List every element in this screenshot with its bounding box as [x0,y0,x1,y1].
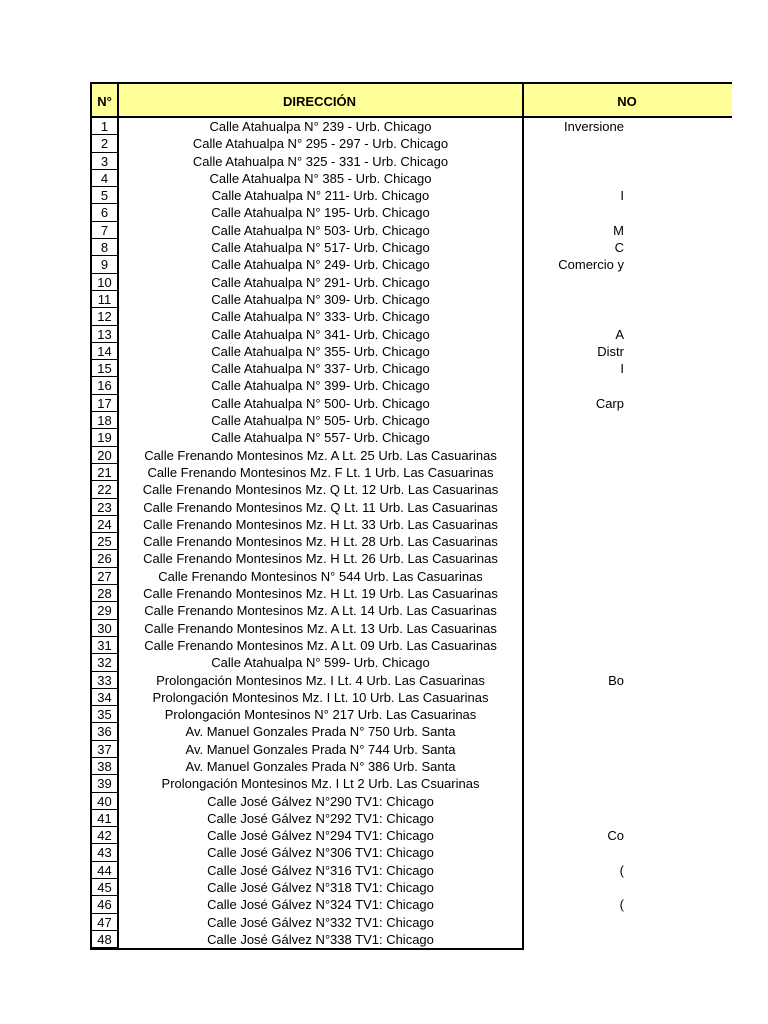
row-nombre [524,758,624,775]
row-number: 10 [90,274,119,291]
row-direccion: Calle Atahualpa N° 291- Urb. Chicago [119,274,524,291]
row-nombre [524,775,624,792]
row-number: 43 [90,844,119,861]
row-nombre-text: I [620,361,624,377]
row-direccion: Calle José Gálvez N°306 TV1: Chicago [119,844,524,861]
row-number: 15 [90,360,119,377]
row-direccion: Calle Atahualpa N° 239 - Urb. Chicago [119,118,524,135]
row-direccion: Calle Atahualpa N° 295 - 297 - Urb. Chicago [119,135,524,152]
table-row [90,256,624,273]
row-direccion: Calle Frenando Montesinos Mz. Q Lt. 12 Urb. Las Casuarinas [119,481,524,498]
table-row [90,931,624,948]
row-nombre [524,793,624,810]
row-direccion: Calle Frenando Montesinos Mz. H Lt. 33 Urb. Las Casuarinas [119,516,524,533]
row-nombre [524,844,624,861]
table-row [90,187,624,204]
row-nombre [524,170,624,187]
table-row [90,481,624,498]
row-direccion: Calle Atahualpa N° 385 - Urb. Chicago [119,170,524,187]
row-number: 35 [90,706,119,723]
row-nombre [524,499,624,516]
table-row [90,775,624,792]
row-nombre [524,602,624,619]
row-nombre [524,395,624,412]
row-direccion: Calle Frenando Montesinos Mz. A Lt. 09 Urb. Las Casuarinas [119,637,524,654]
row-number: 36 [90,723,119,740]
row-nombre [524,637,624,654]
table-row [90,395,624,412]
header-num: N° [90,82,119,118]
row-direccion: Calle Frenando Montesinos Mz. H Lt. 19 Urb. Las Casuarinas [119,585,524,602]
header-nombre-text: NO [617,94,637,109]
table-row [90,827,624,844]
row-number: 14 [90,343,119,360]
row-direccion: Av. Manuel Gonzales Prada N° 750 Urb. Santa [119,723,524,740]
row-direccion: Calle José Gálvez N°332 TV1: Chicago [119,914,524,931]
row-number: 30 [90,620,119,637]
row-nombre-text: ( [619,897,624,913]
table-row [90,135,624,152]
row-nombre [524,135,624,152]
row-nombre [524,481,624,498]
row-direccion: Calle Atahualpa N° 309- Urb. Chicago [119,291,524,308]
table-row [90,879,624,896]
address-table [90,118,624,948]
row-nombre [524,550,624,567]
table-row [90,810,624,827]
row-nombre [524,343,624,360]
row-direccion: Calle Atahualpa N° 399- Urb. Chicago [119,377,524,394]
row-nombre [524,914,624,931]
row-number: 31 [90,637,119,654]
table-row [90,637,624,654]
row-direccion: Calle Atahualpa N° 211- Urb. Chicago [119,187,524,204]
table-row [90,568,624,585]
row-nombre [524,187,624,204]
row-number: 3 [90,153,119,170]
table-row [90,118,624,135]
row-nombre [524,654,624,671]
row-direccion: Calle Atahualpa N° 557- Urb. Chicago [119,429,524,446]
row-nombre [524,118,624,135]
row-number: 21 [90,464,119,481]
row-number: 39 [90,775,119,792]
row-nombre-text: Comercio y [558,257,624,273]
row-direccion: Calle Atahualpa N° 505- Urb. Chicago [119,412,524,429]
row-nombre-text: C [614,240,624,256]
row-number: 48 [90,931,119,948]
table-row [90,844,624,861]
table-row [90,672,624,689]
row-number: 11 [90,291,119,308]
row-number: 38 [90,758,119,775]
row-number: 23 [90,499,119,516]
row-direccion: Calle José Gálvez N°324 TV1: Chicago [119,896,524,913]
row-direccion: Calle Atahualpa N° 195- Urb. Chicago [119,204,524,221]
row-direccion: Prolongación Montesinos N° 217 Urb. Las Casuarinas [119,706,524,723]
row-number: 22 [90,481,119,498]
row-number: 41 [90,810,119,827]
row-number: 47 [90,914,119,931]
row-nombre [524,204,624,221]
table-row [90,499,624,516]
table-row [90,741,624,758]
row-number: 1 [90,118,119,135]
row-direccion: Calle Atahualpa N° 337- Urb. Chicago [119,360,524,377]
row-direccion: Calle Atahualpa N° 599- Urb. Chicago [119,654,524,671]
row-direccion: Calle José Gálvez N°290 TV1: Chicago [119,793,524,810]
row-nombre-text: M [613,222,624,238]
row-number: 6 [90,204,119,221]
table-row [90,706,624,723]
row-direccion: Calle Atahualpa N° 503- Urb. Chicago [119,222,524,239]
row-direccion: Calle Frenando Montesinos Mz. Q Lt. 11 Urb. Las Casuarinas [119,499,524,516]
table-bottom-border [90,948,524,950]
row-direccion: Calle José Gálvez N°292 TV1: Chicago [119,810,524,827]
row-nombre [524,464,624,481]
row-nombre [524,706,624,723]
row-direccion: Calle José Gálvez N°316 TV1: Chicago [119,862,524,879]
row-number: 33 [90,672,119,689]
row-nombre [524,274,624,291]
table-row [90,602,624,619]
row-nombre [524,620,624,637]
row-nombre-text: Bo [608,672,624,688]
row-number: 29 [90,602,119,619]
row-nombre [524,429,624,446]
table-row [90,274,624,291]
table-row [90,204,624,221]
table-row [90,793,624,810]
row-nombre-text: ( [619,862,624,878]
table-row [90,222,624,239]
table-row [90,343,624,360]
row-nombre [524,153,624,170]
row-direccion: Calle Frenando Montesinos N° 544 Urb. Las Casuarinas [119,568,524,585]
row-number: 9 [90,256,119,273]
row-direccion: Calle Frenando Montesinos Mz. A Lt. 14 Urb. Las Casuarinas [119,602,524,619]
table-row [90,516,624,533]
row-nombre-text: Carp [595,395,624,411]
table-row [90,585,624,602]
table-row [90,429,624,446]
row-nombre [524,256,624,273]
header-nombre [522,82,732,118]
row-nombre [524,326,624,343]
row-number: 45 [90,879,119,896]
row-nombre-text: A [615,326,624,342]
table-row [90,308,624,325]
table-row [90,412,624,429]
row-direccion: Calle Frenando Montesinos Mz. H Lt. 26 Urb. Las Casuarinas [119,550,524,567]
table-row [90,153,624,170]
row-direccion: Prolongación Montesinos Mz. I Lt. 10 Urb. Las Casuarinas [119,689,524,706]
row-direccion: Calle José Gálvez N°294 TV1: Chicago [119,827,524,844]
row-number: 40 [90,793,119,810]
table-row [90,620,624,637]
row-nombre [524,568,624,585]
row-nombre [524,377,624,394]
row-direccion: Calle Atahualpa N° 325 - 331 - Urb. Chicago [119,153,524,170]
row-direccion: Calle Atahualpa N° 500- Urb. Chicago [119,395,524,412]
table-row [90,654,624,671]
row-nombre [524,723,624,740]
row-nombre [524,827,624,844]
row-nombre [524,672,624,689]
row-direccion: Calle Frenando Montesinos Mz. A Lt. 25 Urb. Las Casuarinas [119,447,524,464]
row-nombre [524,741,624,758]
table-row [90,862,624,879]
table-row [90,291,624,308]
row-nombre [524,291,624,308]
row-nombre [524,810,624,827]
table-row [90,689,624,706]
row-nombre [524,931,624,948]
row-nombre [524,412,624,429]
row-direccion: Calle Atahualpa N° 355- Urb. Chicago [119,343,524,360]
row-number: 4 [90,170,119,187]
row-number: 2 [90,135,119,152]
row-direccion: Calle Atahualpa N° 517- Urb. Chicago [119,239,524,256]
table-row [90,896,624,913]
table-row [90,360,624,377]
row-nombre [524,689,624,706]
table-row [90,550,624,567]
row-number: 42 [90,827,119,844]
table-row [90,723,624,740]
row-number: 19 [90,429,119,446]
row-direccion: Calle Frenando Montesinos Mz. H Lt. 28 Urb. Las Casuarinas [119,533,524,550]
row-direccion: Av. Manuel Gonzales Prada N° 744 Urb. Santa [119,741,524,758]
row-number: 13 [90,326,119,343]
row-nombre-text: I [620,188,624,204]
row-number: 18 [90,412,119,429]
row-nombre [524,896,624,913]
table-row [90,377,624,394]
row-number: 17 [90,395,119,412]
row-number: 37 [90,741,119,758]
row-nombre [524,360,624,377]
row-direccion: Calle Frenando Montesinos Mz. F Lt. 1 Urb. Las Casuarinas [119,464,524,481]
row-direccion: Av. Manuel Gonzales Prada N° 386 Urb. Santa [119,758,524,775]
row-nombre [524,533,624,550]
row-number: 34 [90,689,119,706]
row-nombre [524,879,624,896]
table-row [90,464,624,481]
table-row [90,170,624,187]
table-row [90,447,624,464]
row-nombre-text: Distr [597,343,624,359]
row-number: 27 [90,568,119,585]
row-number: 32 [90,654,119,671]
row-number: 44 [90,862,119,879]
row-direccion: Calle Atahualpa N° 333- Urb. Chicago [119,308,524,325]
row-number: 46 [90,896,119,913]
row-direccion: Calle José Gálvez N°318 TV1: Chicago [119,879,524,896]
row-number: 16 [90,377,119,394]
row-nombre [524,222,624,239]
row-nombre [524,516,624,533]
row-number: 12 [90,308,119,325]
table-row [90,533,624,550]
row-nombre [524,239,624,256]
row-number: 25 [90,533,119,550]
row-direccion: Prolongación Montesinos Mz. I Lt 2 Urb. Las Csuarinas [119,775,524,792]
row-direccion: Calle Frenando Montesinos Mz. A Lt. 13 Urb. Las Casuarinas [119,620,524,637]
row-direccion: Calle José Gálvez N°338 TV1: Chicago [119,931,524,948]
row-number: 26 [90,550,119,567]
row-direccion: Prolongación Montesinos Mz. I Lt. 4 Urb. Las Casuarinas [119,672,524,689]
row-direccion: Calle Atahualpa N° 249- Urb. Chicago [119,256,524,273]
table-row [90,239,624,256]
row-nombre [524,862,624,879]
row-number: 28 [90,585,119,602]
row-nombre [524,308,624,325]
row-number: 7 [90,222,119,239]
table-row [90,914,624,931]
row-number: 24 [90,516,119,533]
table-row [90,326,624,343]
table-row [90,758,624,775]
row-nombre-text: Inversione [564,119,624,134]
row-nombre [524,585,624,602]
row-number: 5 [90,187,119,204]
header-direccion: DIRECCIÓN [117,82,524,118]
row-number: 20 [90,447,119,464]
row-direccion: Calle Atahualpa N° 341- Urb. Chicago [119,326,524,343]
table-header [90,82,732,118]
row-nombre-text: Co [607,828,624,844]
row-number: 8 [90,239,119,256]
row-nombre [524,447,624,464]
